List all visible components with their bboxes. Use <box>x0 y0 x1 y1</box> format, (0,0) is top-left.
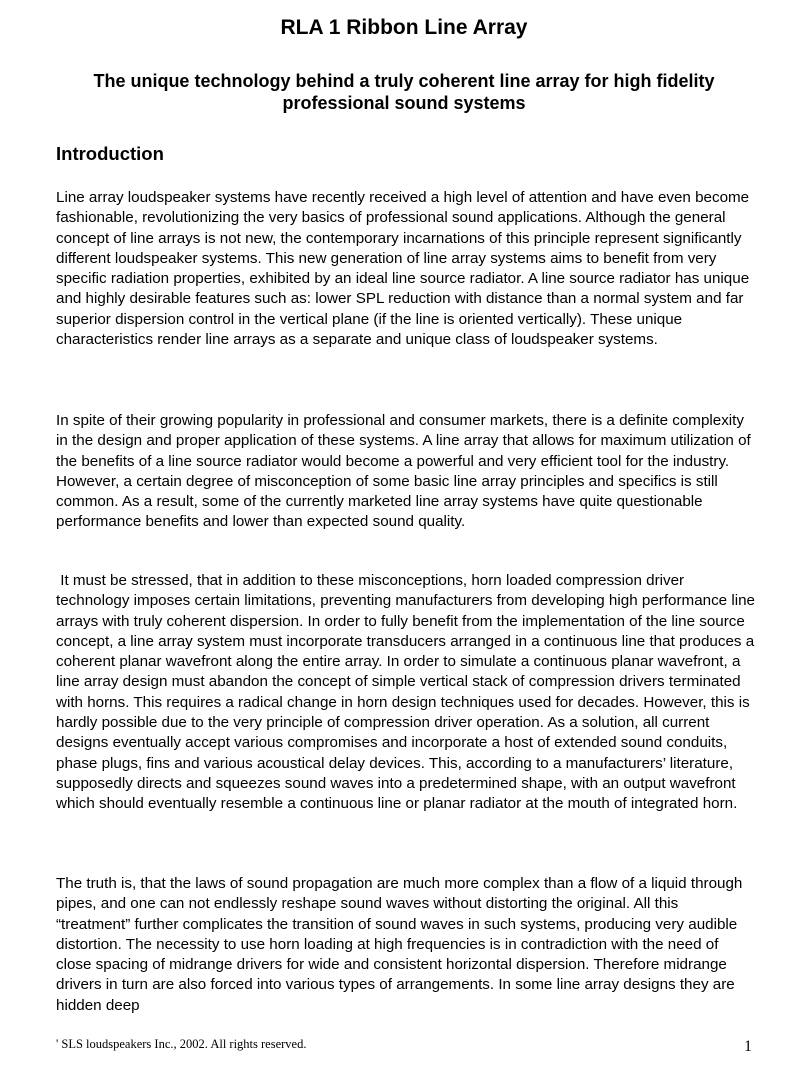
document-title: RLA 1 Ribbon Line Array <box>280 16 528 39</box>
copyright-footer: ' SLS loudspeakers Inc., 2002. All rights reserved. <box>56 1037 307 1051</box>
document-subtitle: The unique technology behind a truly coherent line array for high fidelity professional sound systems <box>93 71 715 113</box>
paragraph: Line array loudspeaker systems have recently received a high level of attention and have even become fashionable, revolutionizing the very basics of professional sound applications. Although the general concept of line arrays is not new, the contemporary incarnations of this principle represent significantly different loudspeaker systems. This new generation of line array systems aims to benefit from very specific radiation properties, exhibited by an ideal line source radiator. A line source radiator has unique and highly desirable features such as: lower SPL reduction with distance than a normal system and far superior dispersion control in the vertical plane (if the line is oriented vertically). These unique characteristics render line arrays as a separate and unique class of loudspeaker systems. <box>56 189 750 349</box>
section-heading: Introduction <box>56 143 164 164</box>
paragraph: It must be stressed, that in addition to these misconceptions, horn loaded compression driver technology imposes certain limitations, preventing manufacturers from developing high performance line arrays with truly coherent dispersion. In order to fully benefit from the implementation of the line source concept, a line array system must incorporate transducers arranged in a continuous line that produces a coherent planar wavefront along the entire array. In order to simulate a continuous planar wavefront, a line array design must abandon the concept of simple vertical stack of compression drivers terminated with horns. This requires a radical change in horn design techniques used for decades. However, this is hardly possible due to the very principle of compression driver operation. As a solution, all current designs eventually accept various compromises and incorporate a host of extended sound conduits, phase plugs, fins and various acoustical delay devices. This, according to a manufacturers’ literature, supposedly directs and squeezes sound waves into a predetermined shape, with an output wavefront which should eventually resemble a continuous line or planar radiator at the mouth of integrated horn. <box>56 572 760 813</box>
paragraph: The truth is, that the laws of sound propagation are much more complex than a flow of a liquid through pipes, and one can not endlessly reshape sound waves without distorting the original. All this “treatment” further complicates the transition of sound waves in such systems, producing very audible distortion. The necessity to use horn loading at high frequencies is in contradiction with the need of close spacing of midrange drivers for wide and consistent horizontal dispersion. Therefore midrange drivers in turn are also forced into various types of arrangements. In some line array designs they are hidden deep <box>56 875 743 1014</box>
page-number: 1 <box>744 1038 752 1055</box>
paragraph: In spite of their growing popularity in professional and consumer markets, there is a definite complexity in the design and proper application of these systems. A line array that allows for maximum utilization of the benefits of a line source radiator would become a powerful and very efficient tool for the industry. However, a certain degree of misconception of some basic line array principles and specifics is still common. As a result, some of the currently marketed line array systems have quite questionable performance benefits and lower than expected sound quality. <box>56 412 751 531</box>
